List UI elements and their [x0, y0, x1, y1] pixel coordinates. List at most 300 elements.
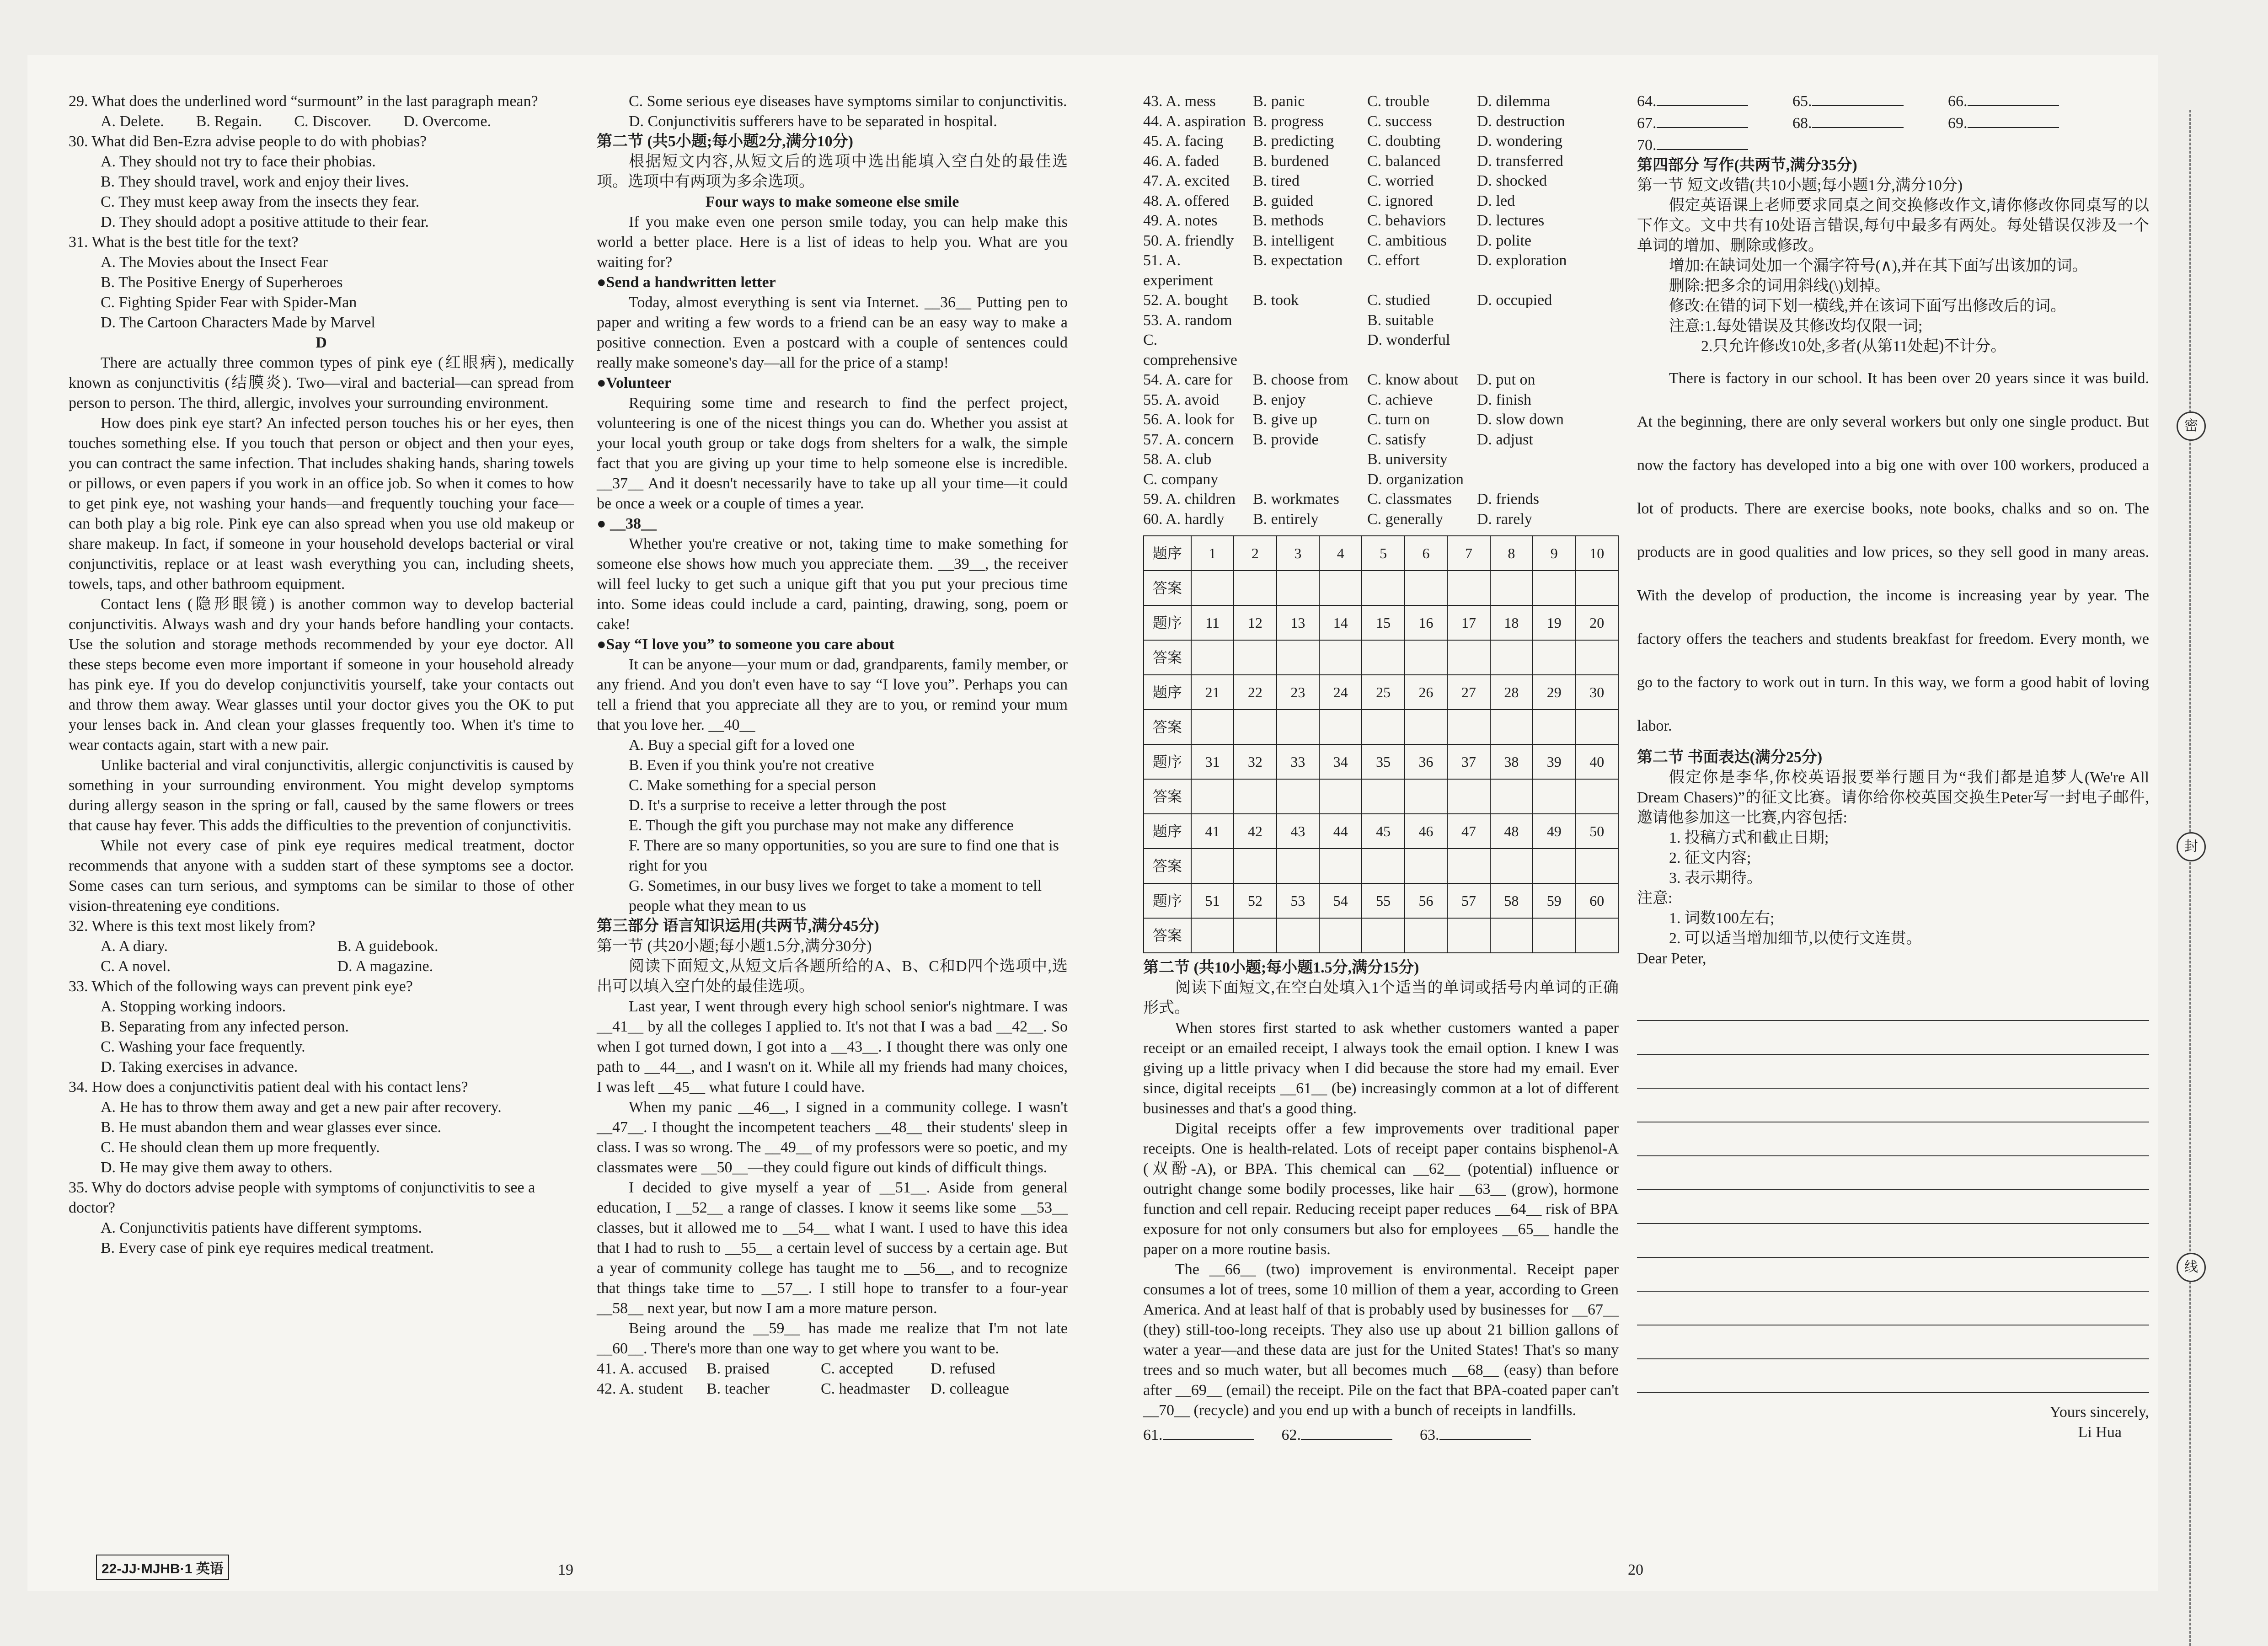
answer-cell[interactable] [1447, 571, 1490, 605]
question-number-cell: 41 [1191, 814, 1234, 849]
option: C. accepted [821, 1360, 893, 1377]
answer-cell[interactable] [1362, 918, 1404, 953]
question-number-cell: 13 [1277, 605, 1319, 640]
option: C. ignored [1367, 192, 1433, 209]
option: C. worried [1367, 172, 1434, 189]
option: B. Every case of pink eye requires medical treatment. [101, 1240, 434, 1256]
section-instructions: 根据短文内容,从短文后的选项中选出能填入空白处的最佳选项。选项中有两项为多余选项。 [597, 153, 1068, 190]
question-number-cell: 8 [1490, 536, 1533, 571]
question-number-cell: 24 [1319, 675, 1362, 710]
option: 54. A. care for [1143, 371, 1233, 388]
option: A. They should not try to face their phobias. [101, 153, 376, 170]
option: B. He must abandon them and wear glasses ever since. [101, 1119, 441, 1136]
table-header-label: 题序 [1144, 675, 1191, 710]
question-number-cell: 53 [1277, 883, 1319, 918]
answer-table-answer-row [1144, 571, 1618, 605]
answer-cell[interactable] [1490, 779, 1533, 814]
grammar-paragraph: The __66__ (two) improvement is environmental. Receipt paper consumes a lot of trees, some 10 million of them a year, according to Green America. And at least half of that is probably used by businesses for __67__ (they) still-too-long receipts. They also use up about 21 billion gallons of water a year—and these data are just for the United States! That's so many trees and so much water, but all becomes much __68__ (easy) than before after __69__ (email) the receipt. Pile on the fact that BPA-coated paper can't __70__ (recycle) and you end up with a bunch of receipts in landfills. [1143, 1261, 1619, 1419]
answer-cell[interactable] [1277, 918, 1319, 953]
answer-cell[interactable] [1191, 710, 1234, 744]
answer-cell[interactable] [1405, 710, 1447, 744]
option: C. Discover. [294, 113, 372, 130]
option: 45. A. facing [1143, 133, 1224, 150]
answer-cell[interactable] [1533, 640, 1575, 675]
answer-cell[interactable] [1234, 918, 1276, 953]
answer-cell[interactable] [1447, 640, 1490, 675]
answer-cell[interactable] [1234, 571, 1276, 605]
option: A. Buy a special gift for a loved one [629, 737, 855, 754]
answer-cell[interactable] [1405, 640, 1447, 675]
answer-cell[interactable] [1533, 779, 1575, 814]
option: D. Overcome. [403, 113, 491, 130]
bullet-heading: ●Volunteer [597, 374, 671, 391]
option: C. company [1143, 470, 1219, 488]
instructions: 删除:把多余的词用斜线(\)划掉。 [1669, 278, 1890, 294]
option: D. A magazine. [337, 958, 433, 975]
cloze-options-grid [1143, 91, 1619, 529]
answer-cell[interactable] [1447, 918, 1490, 953]
option: B. suitable [1367, 311, 1434, 329]
option: D. slow down [1477, 411, 1564, 428]
question-number-cell: 28 [1490, 675, 1533, 710]
option: A. A diary. [101, 938, 168, 955]
question-number-cell: 47 [1447, 814, 1490, 849]
option: D. destruction [1477, 112, 1565, 130]
answer-line[interactable]: 69. [1948, 113, 2103, 134]
option: C. He should clean them up more frequently. [101, 1139, 380, 1156]
answer-cell[interactable] [1191, 640, 1234, 675]
question-29: 29. What does the underlined word “surmount” in the last paragraph mean? [69, 93, 538, 110]
left-column-1 [69, 91, 574, 1258]
answer-cell[interactable] [1277, 710, 1319, 744]
answer-cell[interactable] [1362, 710, 1404, 744]
option: 55. A. avoid [1143, 391, 1220, 408]
option: D. Conjunctivitis sufferers have to be separated in hospital. [629, 113, 997, 130]
option: 60. A. hardly [1143, 510, 1225, 528]
option: C. achieve [1367, 391, 1433, 408]
answer-cell[interactable] [1319, 849, 1362, 883]
option: 43. A. mess [1143, 93, 1216, 110]
writing-item: 2. 征文内容; [1669, 850, 1751, 866]
question-number-cell: 26 [1405, 675, 1447, 710]
option: B. provide [1253, 431, 1319, 448]
table-answer-label: 答案 [1144, 849, 1191, 883]
question-number-cell: 37 [1447, 744, 1490, 779]
question-number-cell: 15 [1362, 605, 1404, 640]
writing-lines[interactable] [1637, 987, 2149, 1393]
note: 2.只允许修改10处,多者(从第11处起)不计分。 [1701, 338, 2006, 355]
answer-cell[interactable] [1234, 779, 1276, 814]
table-header-label: 题序 [1144, 605, 1191, 640]
question-number-cell: 50 [1575, 814, 1618, 849]
answer-table-answer-row [1144, 779, 1618, 814]
answer-cell[interactable] [1277, 849, 1319, 883]
question-34: 34. How does a conjunctivitis patient deal with his contact lens? [69, 1079, 468, 1096]
answer-table-header-row [1144, 536, 1618, 571]
option: D. organization [1367, 470, 1464, 488]
answer-cell[interactable] [1533, 571, 1575, 605]
question-number-cell: 56 [1405, 883, 1447, 918]
writing-item: 3. 表示期待。 [1669, 870, 1762, 887]
question-number-cell: 39 [1533, 744, 1575, 779]
option: D. colleague [931, 1380, 1009, 1397]
question-number-cell: 54 [1319, 883, 1362, 918]
question-number-cell: 46 [1405, 814, 1447, 849]
answer-cell[interactable] [1191, 779, 1234, 814]
table-answer-label: 答案 [1144, 640, 1191, 675]
note: 1. 词数100左右; [1669, 910, 1775, 927]
option: D. transferred [1477, 152, 1563, 170]
section-title: 第二节 (共10小题;每小题1.5分,满分15分) [1143, 959, 1419, 976]
answer-line[interactable]: 61. [1143, 1425, 1254, 1445]
left-column-2 [597, 91, 1068, 1399]
question-number-cell: 59 [1533, 883, 1575, 918]
option [1253, 310, 1367, 331]
option: C. generally [1367, 510, 1444, 528]
cloze-paragraph: Last year, I went through every high school senior's nightmare. I was __41__ by all the colleges I applied to. It's not that I was a bad __42__. So when I got turned down, I got into a __43__. I thought there was only one path to __44__, and I wasn't on it. While all my friends had many choices, I was left __45__ what future I could have. [597, 998, 1068, 1096]
answer-cell[interactable] [1362, 571, 1404, 605]
question-number-cell: 38 [1490, 744, 1533, 779]
question-number-cell: 34 [1319, 744, 1362, 779]
option: C. effort [1367, 252, 1420, 269]
option: C. studied [1367, 292, 1430, 309]
option: C. success [1367, 112, 1432, 130]
option [1253, 470, 1367, 490]
table-header-label: 题序 [1144, 744, 1191, 779]
option: B. tired [1253, 172, 1300, 189]
answer-line[interactable]: 68. [1792, 113, 1948, 134]
answer-table-answer-row [1144, 918, 1618, 953]
letter-closing: Yours sincerely, [2049, 1404, 2149, 1421]
question-number-cell: 29 [1533, 675, 1575, 710]
option: A. The Movies about the Insect Fear [101, 254, 328, 271]
option: C. Make something for a special person [629, 777, 877, 794]
option: B. workmates [1253, 491, 1339, 508]
question-number-cell: 2 [1234, 536, 1276, 571]
question-number-cell: 36 [1405, 744, 1447, 779]
option [1477, 330, 1596, 370]
answer-cell[interactable] [1575, 571, 1618, 605]
option: C. satisfy [1367, 431, 1426, 448]
question-number-cell: 5 [1362, 536, 1404, 571]
answer-cell[interactable] [1319, 571, 1362, 605]
answer-cell[interactable] [1490, 710, 1533, 744]
answer-cell[interactable] [1575, 849, 1618, 883]
section-title: 第二节 (共5小题;每小题2分,满分10分) [597, 133, 853, 150]
option: C. know about [1367, 371, 1459, 388]
passage-paragraph: Contact lens (隐形眼镜) is another common way to develop bacterial conjunctivitis. Always wash and dry your hands before handling your contacts. Use the solution and storage methods recommended by your eye doctor. All these steps become even more important if someone in your household already has pink eye. If you do develop conjunctivitis yourself, take your contacts out and throw them away. Wear glasses until your doctor gives you the OK to put your lenses back in. And clean your glasses frequently too. When it's time to wear contacts again, start with a new pair. [69, 596, 574, 754]
option: B. university [1367, 451, 1448, 468]
part-title: 第四部分 写作(共两节,满分35分) [1637, 157, 1857, 174]
page-number-left: 19 [558, 1561, 573, 1578]
question-31: 31. What is the best title for the text? [69, 234, 299, 251]
option: B. Regain. [196, 113, 262, 130]
answer-cell[interactable] [1447, 710, 1490, 744]
bullet-heading: ●Say “I love you” to someone you care about [597, 636, 894, 653]
option: F. There are so many opportunities, so you are sure to find one that is right for you [629, 837, 1059, 874]
question-number-cell: 42 [1234, 814, 1276, 849]
question-35: 35. Why do doctors advise people with symptoms of conjunctivitis to see a doctor? [69, 1179, 535, 1216]
passage-paragraph: Requiring some time and research to find the perfect project, volunteering is one of the nicest things you can do. Whether you assist at your local youth group or take dogs from shelters for a walk, the simple fact that you are giving up your time to help someone else is incredible. __37__ And it doesn't necessarily have to take up all your time—it could be once a week or a couple of times a year. [597, 395, 1068, 512]
option: D. lectures [1477, 212, 1545, 229]
option: C. balanced [1367, 152, 1441, 170]
section-title: 第一节 (共20小题;每小题1.5分,满分30分) [597, 938, 872, 955]
section-instructions: 阅读下面短文,在空白处填入1个适当的单词或括号内单词的正确形式。 [1143, 979, 1619, 1016]
answer-table-header-row [1144, 814, 1618, 849]
answer-table [1143, 535, 1619, 953]
table-header-label: 题序 [1144, 883, 1191, 918]
question-number-cell: 44 [1319, 814, 1362, 849]
option: B. predicting [1253, 133, 1334, 150]
option: C. turn on [1367, 411, 1430, 428]
option: 44. A. aspiration [1143, 112, 1246, 130]
cloze-options-row [597, 1359, 1068, 1399]
passage-paragraph: It can be anyone—your mum or dad, grandparents, family member, or any friend. And you don't even have to say “I love you”. Perhaps you can tell a friend that you appreciate all they are to you, or remind your mum that you love her. __40__ [597, 656, 1068, 733]
answer-cell[interactable] [1234, 710, 1276, 744]
answer-line[interactable]: 66. [1948, 91, 2103, 112]
answer-cell[interactable] [1405, 779, 1447, 814]
answer-cell[interactable] [1533, 849, 1575, 883]
option: B. panic [1253, 93, 1305, 110]
question-number-cell: 16 [1405, 605, 1447, 640]
proofreading-essay[interactable]: There is factory in our school. It has been over 20 years since it was build. At the beginning, there are only several workers but only one single product. But now the factory has developed into a big one with over 100 workers, produced a lot of products. There are exercise books, note books, chalks and so on. The products are in good qualities and low prices, so they sell good in many areas. With the develop of production, the income is increasing year by year. The factory offers the teachers and students breakfast for freedom. Every month, we go to the factory to work out in turn. In this way, we form a good habit of loving labor. [1637, 370, 2149, 734]
option: B. praised [706, 1360, 770, 1377]
option: C. They must keep away from the insects they fear. [101, 193, 420, 210]
option: D. led [1477, 192, 1515, 209]
answer-table-answer-row [1144, 640, 1618, 675]
section-instructions: 阅读下面短文,从短文后各题所给的A、B、C和D四个选项中,选出可以填入空白处的最佳选项。 [597, 958, 1068, 995]
table-answer-label: 答案 [1144, 918, 1191, 953]
question-number-cell: 6 [1405, 536, 1447, 571]
option [1477, 470, 1596, 490]
answer-cell[interactable] [1319, 779, 1362, 814]
passage-d-heading: D [316, 334, 327, 351]
answer-cell[interactable] [1490, 640, 1533, 675]
answer-cell[interactable] [1575, 710, 1618, 744]
option: 42. A. student [597, 1380, 683, 1397]
question-number-cell: 49 [1533, 814, 1575, 849]
answer-table-header-row [1144, 605, 1618, 640]
question-32: 32. Where is this text most likely from? [69, 918, 316, 935]
option: 50. A. friendly [1143, 232, 1234, 249]
option: D. occupied [1477, 292, 1552, 309]
answer-table-answer-row [1144, 710, 1618, 744]
answer-cell[interactable] [1490, 918, 1533, 953]
passage-paragraph: There are actually three common types of pink eye (红眼病), medically known as conjunctivitis (结膜炎). Two—viral and bacterial—can spread from person to person. The third, allergic, involves your surrounding environment. [69, 354, 574, 412]
question-number-cell: 11 [1191, 605, 1234, 640]
answer-cell[interactable] [1234, 849, 1276, 883]
table-header-label: 题序 [1144, 814, 1191, 849]
passage-paragraph: Unlike bacterial and viral conjunctivitis, allergic conjunctivitis is caused by something in your surrounding environment. You might develop symptoms during allergy season in the spring or fall, caused by the same flowers or trees that cause hay fever. This adds the difficulties to the prevention of conjunctivitis. [69, 757, 574, 834]
question-number-cell: 27 [1447, 675, 1490, 710]
question-number-cell: 10 [1575, 536, 1618, 571]
passage-paragraph: How does pink eye start? An infected person touches his or her eyes, then touches something else. If you touch that person or object and then your eyes, you can contract the same infection. That includes shaking hands, sharing towels or pillows, or even papers if you work in an office job. So when it comes to how to get pink eye, not washing your hands—and frequently touching your face—can both play a big role. Pink eye can also spread when you use old makeup or share makeup. In fact, if someone in your household develops bacterial or viral conjunctivitis, replace or at least wash everything you can, including sheets, towels, taps, and other bathroom equipment. [69, 415, 574, 593]
passage-paragraph: While not every case of pink eye requires medical treatment, doctor recommends that anyone with a sudden start of these symptoms see a doctor. Some cases can turn serious, and symptoms can be similar to those of other vision-threatening eye conditions. [69, 837, 574, 914]
grammar-paragraph: Digital receipts offer a few improvements over traditional paper receipts. One is health-related. Lots of receipt paper contains bisphenol-A (双酚-A), or BPA. This chemical can __62__ (potential) influence or outright change some bodily processes, like hair __63__ (grow), hormone function and cell repair. Reducing receipt paper reduces __64__ risk of BPA exposure for not only consumers but also for employees __65__ handle the paper on a more routine basis. [1143, 1120, 1619, 1258]
answer-cell[interactable] [1191, 918, 1234, 953]
option: A. Stopping working indoors. [101, 998, 286, 1015]
option: B. burdened [1253, 152, 1329, 170]
option: B. Separating from any infected person. [101, 1018, 349, 1035]
answer-cell[interactable] [1191, 571, 1234, 605]
option: C. A novel. [101, 958, 171, 975]
answer-cell[interactable] [1405, 918, 1447, 953]
option: D. rarely [1477, 510, 1532, 528]
letter-greeting: Dear Peter, [1637, 950, 1706, 967]
question-number-cell: 3 [1277, 536, 1319, 571]
option: D. It's a surprise to receive a letter through the post [629, 797, 947, 814]
option: C. Some serious eye diseases have symptoms similar to conjunctivitis. [629, 93, 1067, 110]
answer-cell[interactable] [1575, 918, 1618, 953]
question-number-cell: 7 [1447, 536, 1490, 571]
answer-cell[interactable] [1319, 918, 1362, 953]
cloze-paragraph: When my panic __46__, I signed in a community college. I wasn't __47__. I thought the incompetent teachers __48__ their students' sleep in class. I was so wrong. The __49__ of my professors were so poetic, and my classmates were __50__—they could figure out kinds of difficult things. [597, 1099, 1068, 1176]
question-number-cell: 12 [1234, 605, 1276, 640]
option: D. polite [1477, 232, 1531, 249]
question-30: 30. What did Ben-Ezra advise people to do with phobias? [69, 133, 427, 150]
option: C. comprehensive [1143, 331, 1237, 369]
answer-cell[interactable] [1533, 710, 1575, 744]
option: B. guided [1253, 192, 1314, 209]
answer-cell[interactable] [1575, 640, 1618, 675]
option: 56. A. look for [1143, 411, 1235, 428]
option: B. The Positive Energy of Superheroes [101, 274, 343, 291]
question-number-cell: 45 [1362, 814, 1404, 849]
question-number-cell: 19 [1533, 605, 1575, 640]
note: 2. 可以适当增加细节,以使行文连贯。 [1669, 930, 1922, 947]
grammar-paragraph: When stores first started to ask whether customers wanted a paper receipt or an emailed receipt, I always took the email option. I knew I was giving up a little privacy when I did because the store had my email. Ever since, digital receipts __61__ (be) increasingly common at a lot of different businesses and that's a good thing. [1143, 1020, 1619, 1117]
instructions: 修改:在错的词下划一横线,并在该词下面写出修改后的词。 [1669, 298, 2066, 315]
option: D. friends [1477, 491, 1539, 508]
question-number-cell: 60 [1575, 883, 1618, 918]
question-number-cell: 35 [1362, 744, 1404, 779]
option: B. entirely [1253, 510, 1319, 528]
option: 51. A. experiment [1143, 252, 1213, 289]
question-number-cell: 17 [1447, 605, 1490, 640]
option: B. methods [1253, 212, 1324, 229]
exam-code-badge: 22-JJ·MJHB·1 英语 [96, 1555, 229, 1580]
answer-table-header-row [1144, 744, 1618, 779]
writing-item: 1. 投稿方式和截止日期; [1669, 829, 1829, 846]
passage-paragraph: Today, almost everything is sent via Internet. __36__ Putting pen to paper and writing a few words to a friend can be an easy way to make a positive connection. Even a postcard with a couple of sentences could really make someone's day—all for the price of a stamp! [597, 294, 1068, 371]
option: B. took [1253, 292, 1299, 309]
answer-cell[interactable] [1319, 710, 1362, 744]
answer-line[interactable]: 64. [1637, 91, 1792, 112]
table-header-label: 题序 [1144, 536, 1191, 571]
writing-instructions: 假定你是李华,你校英语报要举行题目为“我们都是追梦人(We're All Dream Chasers)”的征文比赛。请你给你校英国交换生Peter写一封电子邮件,邀请他参加这一比赛,内容包括: [1637, 769, 2149, 826]
option: D. shocked [1477, 172, 1547, 189]
option: D. He may give them away to others. [101, 1159, 333, 1176]
binding-line [2189, 110, 2191, 1646]
answer-cell[interactable] [1447, 779, 1490, 814]
option: D. put on [1477, 371, 1535, 388]
option [1477, 310, 1596, 331]
table-answer-label: 答案 [1144, 571, 1191, 605]
exam-sheet [27, 55, 2198, 1591]
option [1477, 449, 1596, 470]
option: B. choose from [1253, 371, 1348, 388]
option: C. trouble [1367, 93, 1429, 110]
answer-cell[interactable] [1490, 849, 1533, 883]
question-number-cell: 33 [1277, 744, 1319, 779]
cloze-paragraph: I decided to give myself a year of __51__. Aside from general education, I __52__ a range of classes. I know it seems like some __53__ classes, but it allowed me to __54__ what I want. I used to have this idea that I had to rush to __55__ a certain level of success by a certain age. But a year of community college has taught me to __56__, and to recognize that things take time to __57__. I still hope to transfer to a four-year __58__ next year, but now I am a more mature person. [597, 1179, 1068, 1317]
answer-line[interactable]: 65. [1792, 91, 1948, 112]
question-number-cell: 21 [1191, 675, 1234, 710]
answer-cell[interactable] [1575, 779, 1618, 814]
answer-table-answer-row [1144, 849, 1618, 883]
answer-cell[interactable] [1319, 640, 1362, 675]
option: C. headmaster [821, 1380, 910, 1397]
table-answer-label: 答案 [1144, 779, 1191, 814]
right-column-1 [1143, 91, 1619, 1445]
question-number-cell: 55 [1362, 883, 1404, 918]
passage-title: Four ways to make someone else smile [705, 193, 959, 210]
option [1253, 330, 1367, 370]
answer-cell[interactable] [1362, 779, 1404, 814]
answer-cell[interactable] [1191, 849, 1234, 883]
page-number-right: 20 [1628, 1561, 1643, 1578]
answer-line[interactable]: 62. [1282, 1425, 1393, 1445]
answer-cell[interactable] [1362, 640, 1404, 675]
option: B. They should travel, work and enjoy their lives. [101, 173, 409, 190]
question-number-cell: 9 [1533, 536, 1575, 571]
part-title: 第三部分 语言知识运用(共两节,满分45分) [597, 918, 879, 935]
answer-cell[interactable] [1234, 640, 1276, 675]
answer-table-header-row [1144, 675, 1618, 710]
seal-mark: 密 [2177, 412, 2206, 441]
option: D. refused [931, 1360, 995, 1377]
option: C. Washing your face frequently. [101, 1038, 305, 1055]
answer-lines-64-70 [1637, 91, 2149, 155]
passage-intro: If you make even one person smile today, you can help make this world a better place. Here is a list of ideas to help you. What are you waiting for? [597, 214, 1068, 271]
question-number-cell: 14 [1319, 605, 1362, 640]
answer-cell[interactable] [1405, 849, 1447, 883]
option: B. give up [1253, 411, 1317, 428]
option: 49. A. notes [1143, 212, 1218, 229]
answer-line[interactable]: 63. [1420, 1425, 1531, 1445]
option: B. expectation [1253, 252, 1343, 269]
answer-cell[interactable] [1362, 849, 1404, 883]
instructions: 增加:在缺词处加一个漏字符号(∧),并在其下面写出该加的词。 [1669, 257, 2088, 274]
passage-paragraph: Whether you're creative or not, taking time to make something for someone else shows how much you appreciate them. __39__, the receiver will feel lucky to get such a unique gift that you put your precious time into. Some ideas could include a card, painting, drawing, song, poem or cake! [597, 535, 1068, 633]
answer-cell[interactable] [1277, 571, 1319, 605]
option: B. progress [1253, 112, 1324, 130]
option: A. Delete. [101, 113, 164, 130]
answer-cell[interactable] [1405, 571, 1447, 605]
option: 52. A. bought [1143, 292, 1228, 309]
question-number-cell: 58 [1490, 883, 1533, 918]
instructions: 假定英语课上老师要求同桌之间交换修改作文,请你修改你同桌写的以下作文。文中共有10处语言错误,每句中最多有两处。每处错误仅涉及一个单词的增加、删除或修改。 [1637, 197, 2149, 254]
answer-line[interactable]: 67. [1637, 113, 1792, 134]
option: B. teacher [706, 1380, 770, 1397]
answer-cell[interactable] [1447, 849, 1490, 883]
option: 57. A. concern [1143, 431, 1234, 448]
question-number-cell: 32 [1234, 744, 1276, 779]
answer-cell[interactable] [1533, 918, 1575, 953]
question-number-cell: 1 [1191, 536, 1234, 571]
seal-mark: 封 [2177, 832, 2206, 861]
answer-table-header-row [1144, 883, 1618, 918]
option: B. Even if you think you're not creative [629, 757, 874, 774]
answer-line[interactable]: 70. [1637, 135, 1792, 155]
note: 注意:1.每处错误及其修改均仅限一词; [1669, 318, 1923, 335]
question-number-cell: 20 [1575, 605, 1618, 640]
answer-cell[interactable] [1277, 640, 1319, 675]
answer-cell[interactable] [1277, 779, 1319, 814]
bullet-heading: ●Send a handwritten letter [597, 274, 776, 291]
option: E. Though the gift you purchase may not make any difference [629, 817, 1014, 834]
answer-cell[interactable] [1490, 571, 1533, 605]
